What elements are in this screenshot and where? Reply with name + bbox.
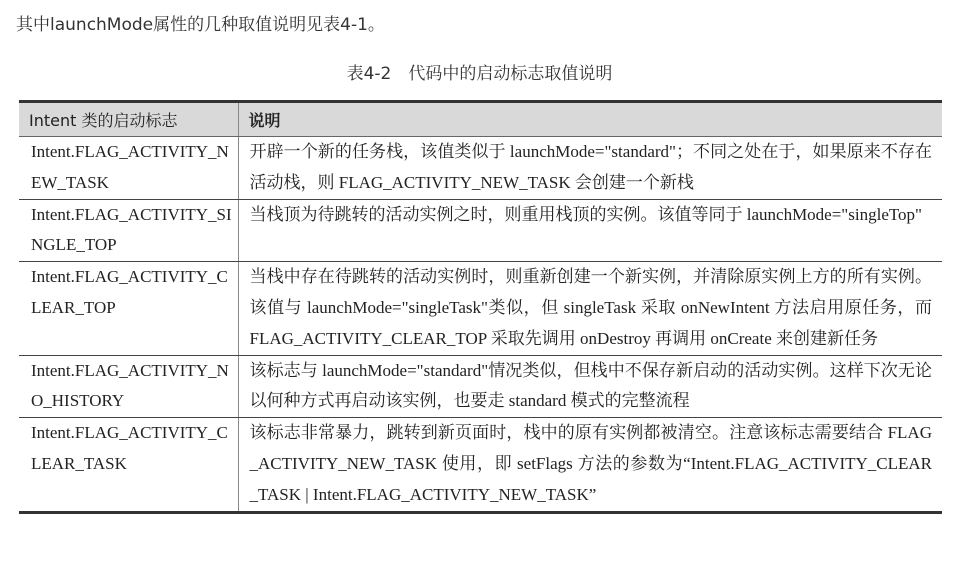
description-cell: 该标志非常暴力，跳转到新页面时，栈中的原有实例都被清空。注意该标志需要结合 FLAG_ACTIVITY_NEW_TASK 使用，即 setFlags 方法的参数为“Intent.FLAG_ACTIVITY_CLEAR_TASK | Intent.FLAG_ACTIVITY_NEW_TASK”: [249, 423, 932, 504]
table-row: [19, 355, 942, 418]
description-cell: 当栈中存在待跳转的活动实例时，则重新创建一个新实例，并清除原实例上方的所有实例。该值与 launchMode="singleTask"类似，但 singleTask 采取 onNewIntent 方法启用原任务，而 FLAG_ACTIVITY_CLEAR_TOP 采取先调用 onDestroy 再调用 onCreate 来创建新任务: [238, 262, 942, 355]
flag-cell: Intent.FLAG_ACTIVITY_NO_HISTORY: [19, 355, 238, 418]
flag-cell: Intent.FLAG_ACTIVITY_NEW_TASK: [19, 137, 238, 200]
table-caption: 表4-2 代码中的启动标志取值说明: [346, 64, 613, 84]
flag-cell: Intent.FLAG_ACTIVITY_CLEAR_TOP: [19, 262, 238, 355]
description-cell: 当栈顶为待跳转的活动实例之时，则重用栈顶的实例。该值等同于 launchMode="singleTop": [238, 199, 942, 262]
flag-cell: Intent.FLAG_ACTIVITY_SINGLE_TOP: [19, 199, 238, 262]
column-header-flag: Intent 类的启动标志: [19, 102, 238, 137]
table-row: [19, 418, 942, 512]
table-row: [19, 137, 942, 200]
column-header-description: 说明: [238, 102, 942, 137]
intro-text: 其中launchMode属性的几种取值说明见表4-1。: [16, 15, 385, 35]
table-header-row: [19, 102, 942, 137]
table-row: [19, 262, 942, 355]
launch-flags-table: [19, 100, 942, 514]
description-cell: 该标志与 launchMode="standard"情况类似，但栈中不保存新启动的活动实例。这样下次无论以何种方式再启动该实例，也要走 standard 模式的完整流程: [238, 355, 942, 418]
description-cell: 开辟一个新的任务栈，该值类似于 launchMode="standard"；不同之处在于，如果原来不存在活动栈，则 FLAG_ACTIVITY_NEW_TASK 会创建一个新栈: [238, 137, 942, 200]
flag-cell: Intent.FLAG_ACTIVITY_CLEAR_TASK: [19, 418, 238, 512]
table-row: [19, 199, 942, 262]
